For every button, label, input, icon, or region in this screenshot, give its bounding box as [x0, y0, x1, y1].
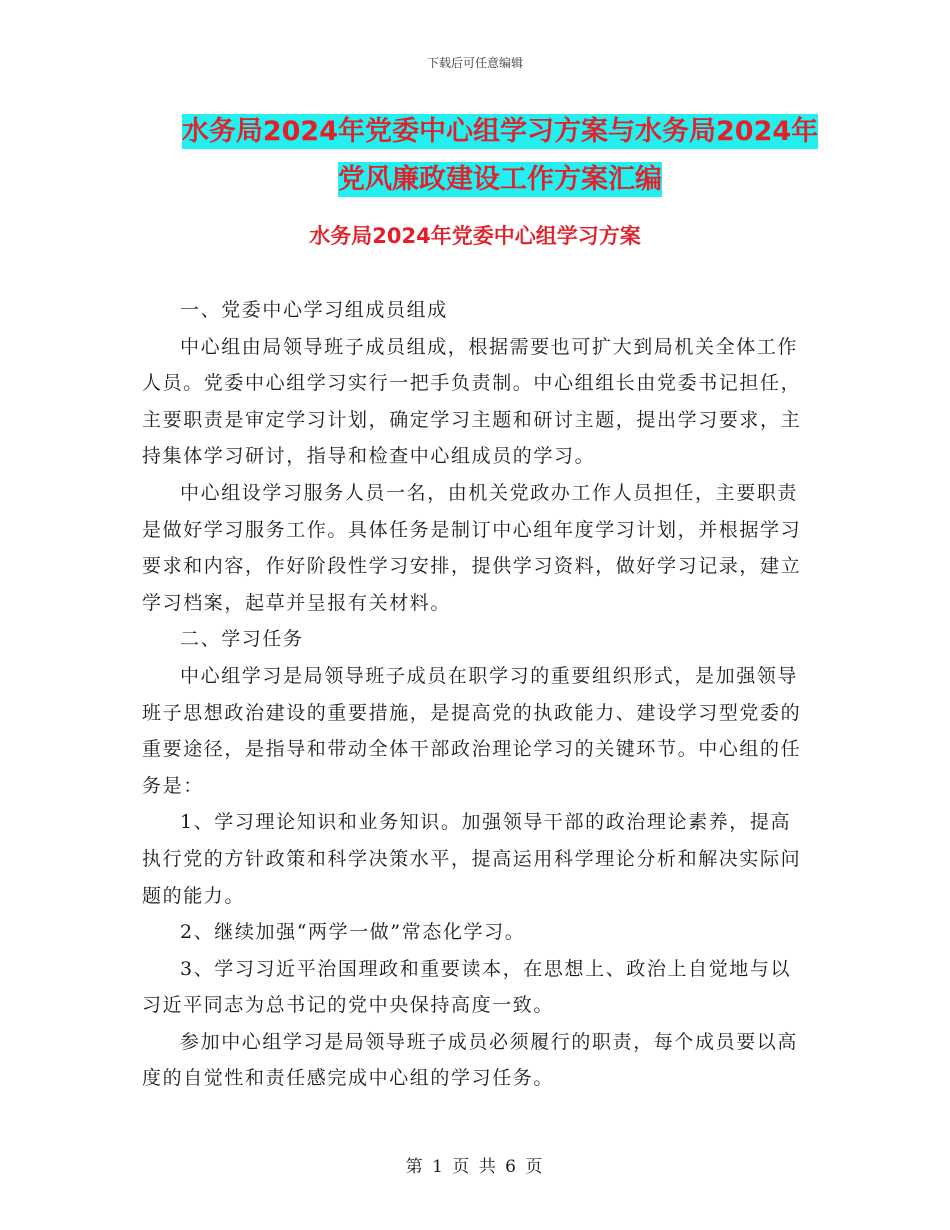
page-header-note: 下载后可任意编辑	[426, 56, 523, 70]
page-footer: 第 1 页 共 6 页	[405, 1157, 545, 1177]
document-title	[150, 108, 850, 204]
document-title-line-1: 水务局2024年党委中心组学习方案与水务局2024年	[181, 116, 819, 147]
paragraph: 中心组由局领导班子成员组成，根据需要也可扩大到局机关全体工作人员。党委中心组学习实行一把手负责制。中心组组长由党委书记担任，主要职责是审定学习计划，确定学习主题和研讨主题，提出学习要求，主持集体学习研讨，指导和检查中心组成员的学习。	[142, 335, 802, 468]
list-item: 2、继续加强“两学一做”常态化学习。	[180, 921, 526, 944]
heading-members: 一、党委中心学习组成员组成	[180, 299, 448, 321]
document-title-line-2: 党风廉政建设工作方案汇编	[338, 164, 662, 195]
list-item: 3、学习习近平治国理政和重要读本，在思想上、政治上自觉地与以习近平同志为总书记的党中央保持高度一致。	[142, 957, 792, 1017]
paragraph: 中心组学习是局领导班子成员在职学习的重要组织形式，是加强领导班子思想政治建设的重要措施，是提高党的执政能力、建设学习型党委的重要途径，是指导和带动全体干部政治理论学习的关键环节。中心组的任务是：	[142, 664, 802, 797]
heading-tasks: 二、学习任务	[180, 628, 304, 651]
list-item: 1、学习理论知识和业务知识。加强领导干部的政治理论素养，提高执行党的方针政策和科学决策水平，提高运用科学理论分析和解决实际问题的能力。	[142, 811, 802, 907]
document-body	[142, 292, 810, 1097]
paragraph: 中心组设学习服务人员一名，由机关党政办工作人员担任，主要职责是做好学习服务工作。具体任务是制订中心组年度学习计划，并根据学习要求和内容，作好阶段性学习安排，提供学习资料，做好学习记录，建立学习档案，起草并呈报有关材料。	[142, 481, 802, 614]
section-title: 水务局2024年党委中心组学习方案	[309, 224, 641, 248]
paragraph: 参加中心组学习是局领导班子成员必须履行的职责，每个成员要以高度的自觉性和责任感完成中心组的学习任务。	[142, 1030, 799, 1090]
